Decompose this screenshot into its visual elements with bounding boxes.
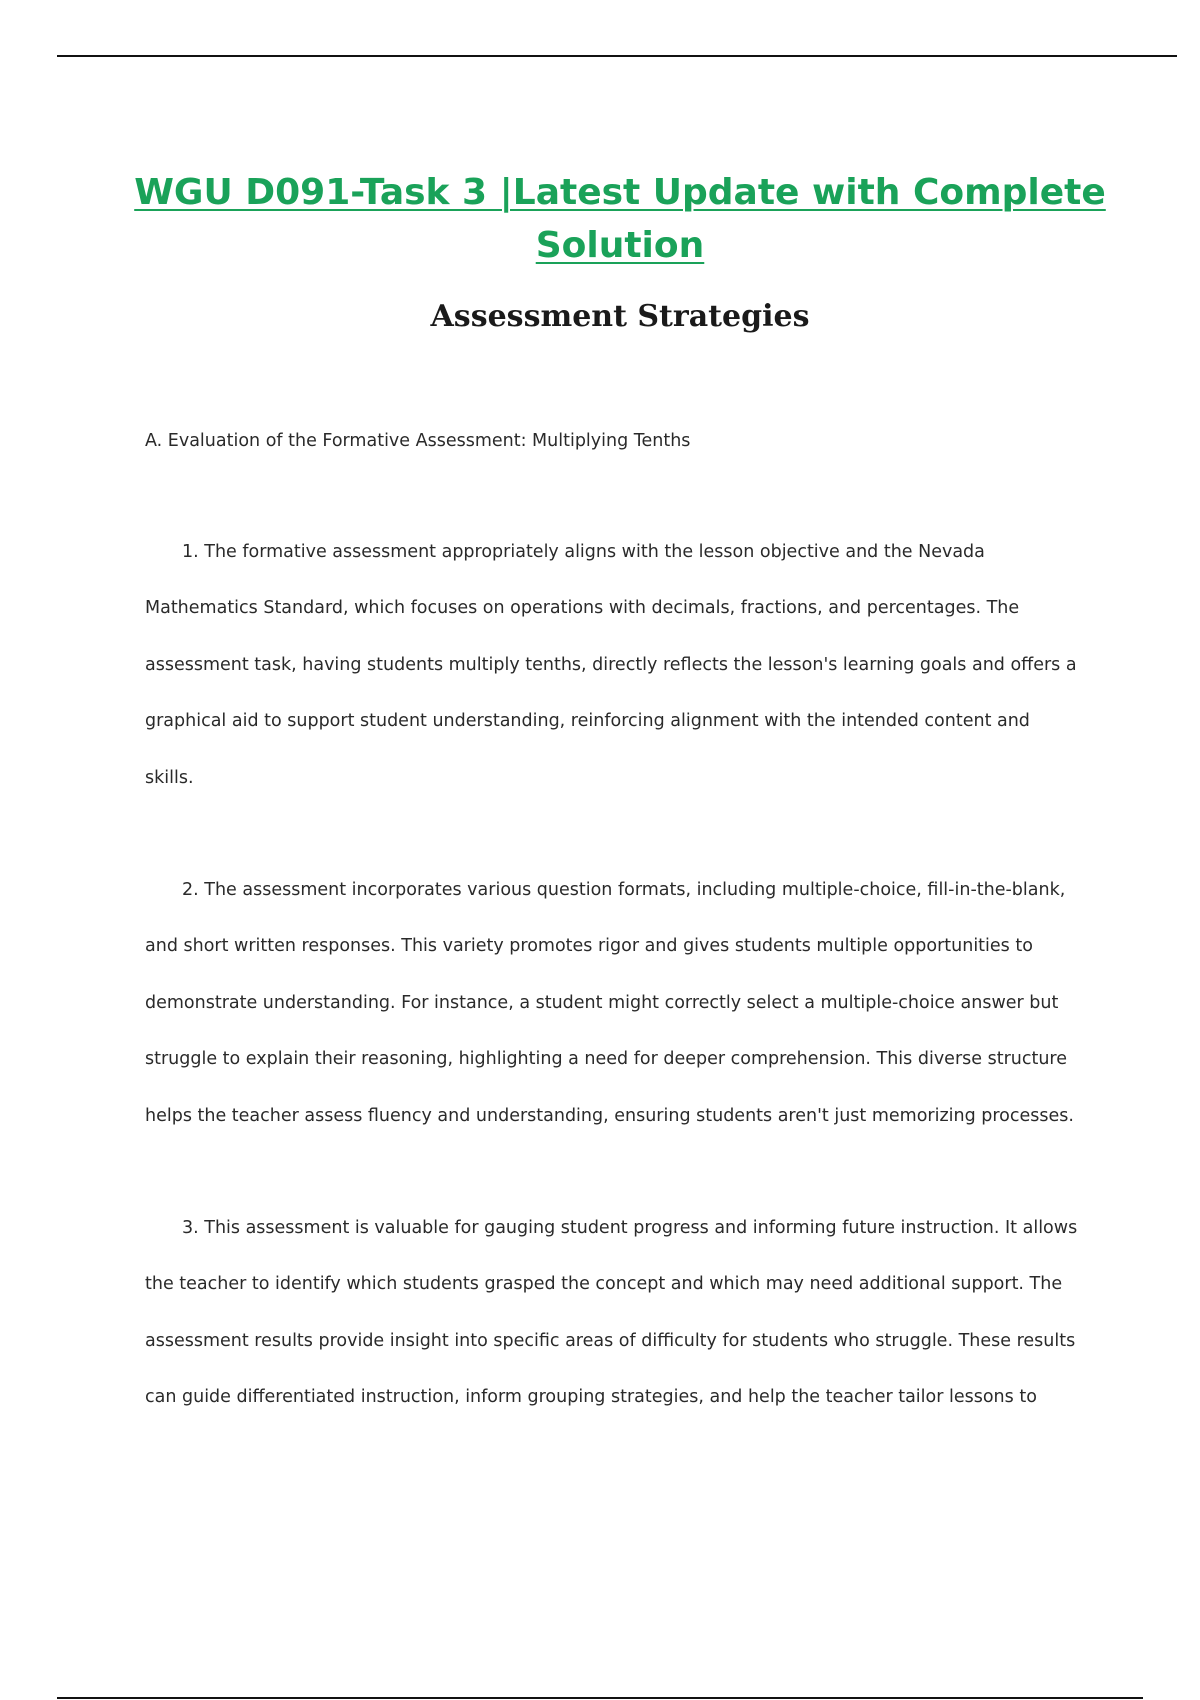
paragraph-2: [145, 862, 1085, 1144]
section-heading: A. Evaluation of the Formative Assessment: Multiplying Tenths: [145, 431, 691, 451]
paragraph-3: [145, 1200, 1085, 1426]
document-subtitle: Assessment Strategies: [430, 299, 810, 334]
paragraph-line: assessment task, having students multiply tenths, directly reflects the lesson's learning goals and offers a: [145, 654, 1077, 675]
paragraph-line: and short written responses. This variety promotes rigor and gives students multiple opportunities to: [145, 936, 1033, 957]
paragraph-line: helps the teacher assess fluency and understanding, ensuring students aren't just memorizing processes.: [145, 1105, 1074, 1126]
paragraph-line: 3. This assessment is valuable for gauging student progress and informing future instruction. It allows: [182, 1218, 1078, 1238]
document-title: [130, 166, 1110, 272]
paragraph-line: graphical aid to support student understanding, reinforcing alignment with the intended content and: [145, 711, 1030, 732]
document-title-line: WGU D091-Task 3 |Latest Update with Complete: [134, 172, 1106, 213]
paragraph-line: skills.: [145, 767, 194, 788]
paragraph-line: struggle to explain their reasoning, highlighting a need for deeper comprehension. This diverse structure: [145, 1049, 1068, 1070]
paragraph-line: can guide differentiated instruction, inform grouping strategies, and help the teacher tailor lessons to: [145, 1387, 1037, 1408]
paragraph-1: [145, 524, 1085, 806]
footer-rule: [57, 1697, 1143, 1699]
paragraph-line: 2. The assessment incorporates various question formats, including multiple-choice, fill-in-the-blank,: [182, 880, 1066, 900]
header-rule: [57, 55, 1177, 57]
paragraph-line: 1. The formative assessment appropriately aligns with the lesson objective and the Nevada: [182, 542, 985, 562]
document-title-line: Solution: [535, 225, 705, 266]
paragraph-line: demonstrate understanding. For instance, a student might correctly select a multiple-choice answer but: [145, 992, 1059, 1013]
paragraph-line: assessment results provide insight into specific areas of difficulty for students who struggle. These results: [145, 1330, 1076, 1351]
paragraph-line: Mathematics Standard, which focuses on operations with decimals, fractions, and percentages. The: [145, 598, 1020, 619]
paragraph-line: the teacher to identify which students grasped the concept and which may need additional support. The: [145, 1274, 1063, 1295]
